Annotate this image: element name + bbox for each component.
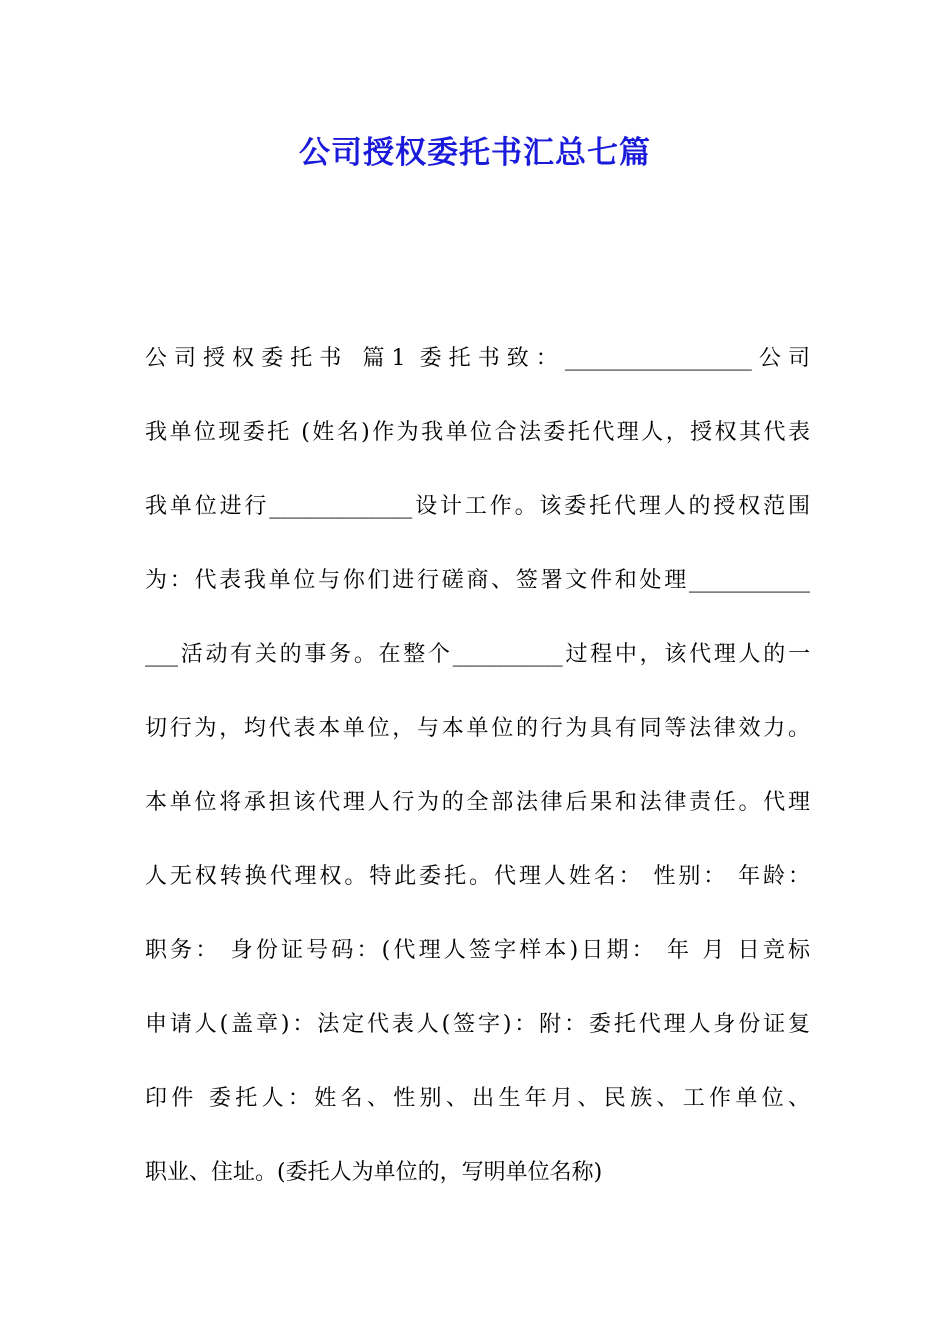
body-line: 职业、住址。(委托人为单位的，写明单位名称) — [145, 1160, 603, 1185]
body-line: 人无权转换代理权。特此委托。代理人姓名： 性别： 年龄： — [145, 864, 810, 889]
body-line: 本单位将承担该代理人行为的全部法律后果和法律责任。代理 — [145, 790, 810, 815]
document-title: 公司授权委托书汇总七篇 — [299, 135, 651, 171]
body-line: 职务： 身份证号码：(代理人签字样本)日期： 年 月 日竞标 — [145, 938, 810, 963]
body-line: 我单位现委托 (姓名)作为我单位合法委托代理人，授权其代表 — [145, 420, 810, 445]
document-body — [145, 335, 810, 1223]
body-line: 为：代表我单位与你们进行磋商、签署文件和处理___________ — [145, 568, 810, 593]
body-line: 公司授权委托书 篇1 委托书致：_________________公司 — [145, 346, 810, 371]
body-line: ___活动有关的事务。在整个__________过程中，该代理人的一 — [145, 642, 810, 667]
body-line: 我单位进行_____________设计工作。该委托代理人的授权范围 — [145, 494, 810, 519]
body-line: 申请人(盖章)：法定代表人(签字)：附：委托代理人身份证复 — [145, 1012, 810, 1037]
body-line: 印件 委托人：姓名、性别、出生年月、民族、工作单位、 — [145, 1086, 810, 1111]
body-line: 切行为，均代表本单位，与本单位的行为具有同等法律效力。 — [145, 716, 810, 741]
